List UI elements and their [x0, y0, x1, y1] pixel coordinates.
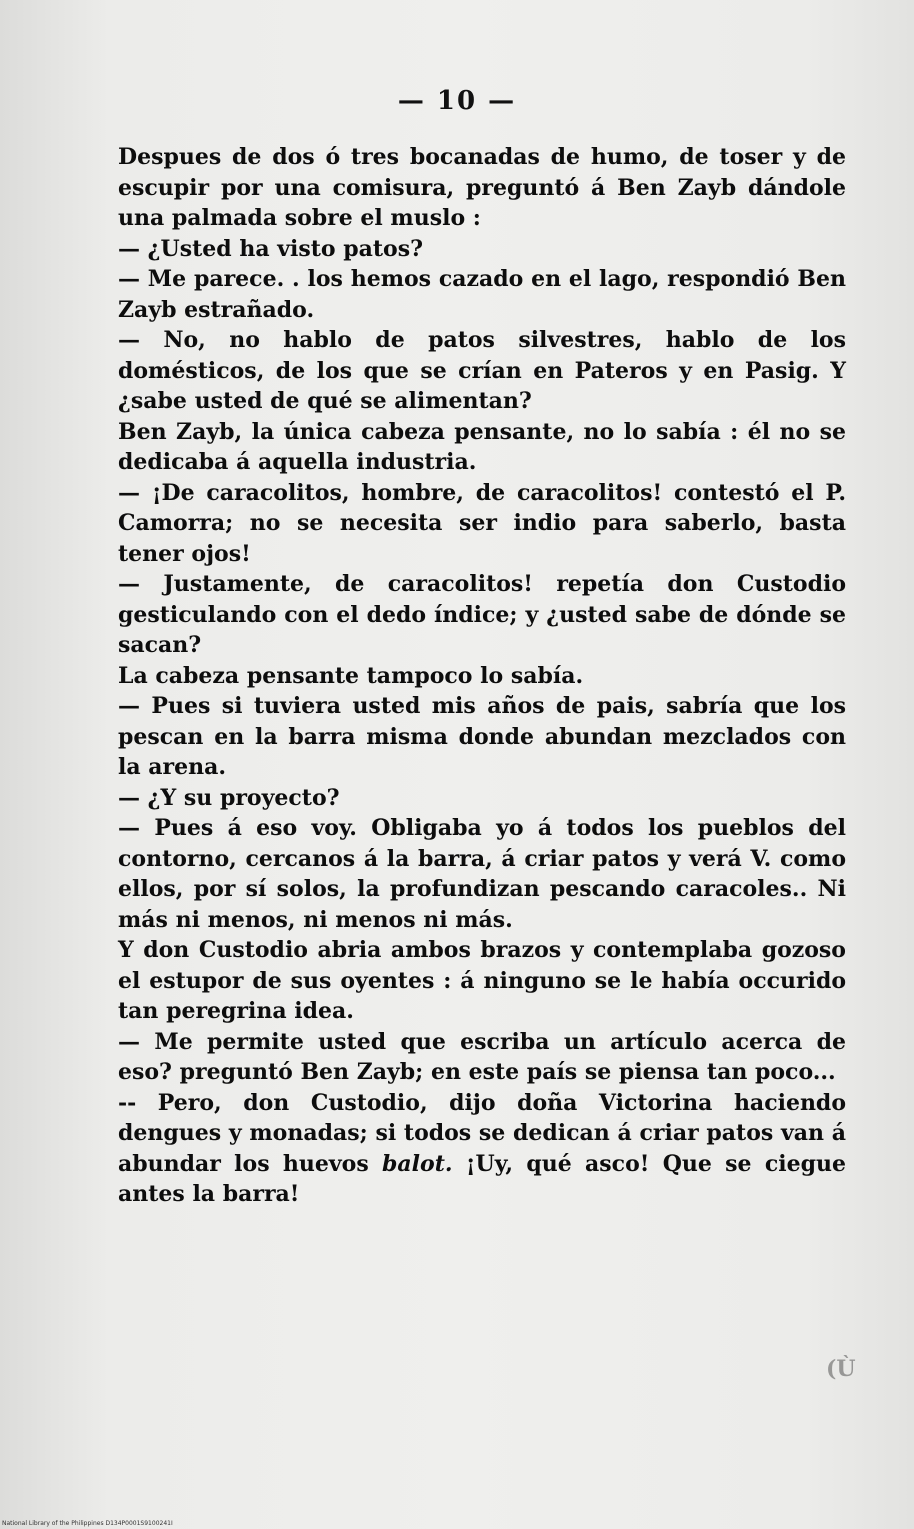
- paragraph-12: Y don Custodio abria ambos brazos y contemplaba gozoso el estupor de sus oyentes : á ninguno se le había occurido tan peregrina idea.: [118, 937, 846, 1024]
- footer-credit: National Library of the Philippines D134P0001S9100241I: [2, 1520, 173, 1527]
- paragraph-10: — ¿Y su proyecto?: [118, 784, 340, 811]
- paragraph-14-end: ¡Uy, qué asco! Que se ciegue antes la barra!: [118, 1150, 846, 1207]
- paragraph-14-start: -- Pero, don Custodio, dijo doña Victorina haciendo dengues y monadas; si todos se dedican á criar patos van á abundar los huevos: [118, 1089, 846, 1177]
- paragraph-6: — ¡De caracolitos, hombre, de caracolitos! contestó el P. Camorra; no se necesita ser indio para saberlo, basta tener ojos!: [118, 479, 846, 567]
- margin-mark: (Ù: [826, 1356, 856, 1382]
- paragraph-4: — No, no hablo de patos silvestres, hablo de los domésticos, de los que se crían en Pateros y en Pasig. Y ¿sabe usted de qué se alimentan?: [118, 327, 846, 414]
- paragraph-5: Ben Zayb, la única cabeza pensante, no lo sabía : él no se dedicaba á aquella industria.: [118, 418, 846, 475]
- body-text: [118, 142, 846, 1210]
- paragraph-14: [118, 1088, 846, 1210]
- paragraph-8: La cabeza pensante tampoco lo sabía.: [118, 662, 584, 689]
- paragraph-11: — Pues á eso voy. Obligaba yo á todos los pueblos del contorno, cercanos á la barra, á criar patos y verá V. como ellos, por sí solos, la profundizan pescando caracoles.. Ni más ni menos, ni menos ni más.: [118, 815, 846, 933]
- paragraph-3: — Me parece. . los hemos cazado en el lago, respondió Ben Zayb estrañado.: [118, 266, 846, 323]
- paragraph-2: — ¿Usted ha visto patos?: [118, 235, 424, 262]
- paragraph-13: — Me permite usted que escriba un artículo acerca de eso? preguntó Ben Zayb; en este país se piensa tan poco...: [118, 1028, 846, 1085]
- page-number: — 10 —: [397, 86, 517, 116]
- paragraph-1: Despues de dos ó tres bocanadas de humo, de toser y de escupir por una comisura, preguntó á Ben Zayb dándole una palmada sobre el muslo :: [118, 144, 846, 231]
- paragraph-14-italic: balot.: [382, 1150, 453, 1177]
- paragraph-9: — Pues si tuviera usted mis años de pais, sabría que los pescan en la barra misma donde abundan mezclados con la arena.: [118, 693, 846, 780]
- paragraph-7: — Justamente, de caracolitos! repetía don Custodio gesticulando con el dedo índice; y ¿usted sabe de dónde se sacan?: [118, 571, 846, 658]
